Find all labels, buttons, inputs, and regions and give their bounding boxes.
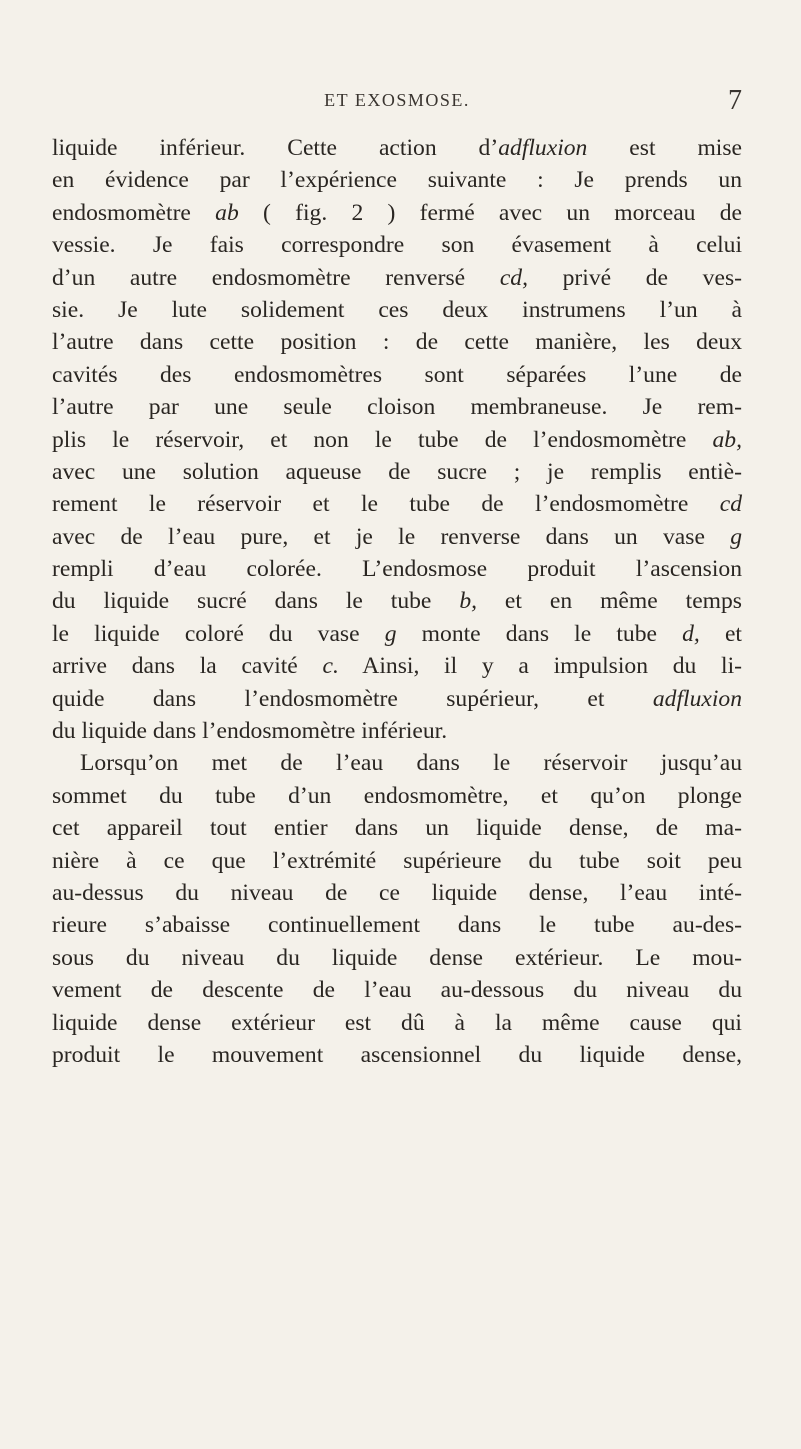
text-span: privé de ves-: [527, 264, 742, 291]
text-line: [52, 909, 742, 941]
text-line: [52, 164, 742, 196]
text-line: [52, 618, 742, 650]
text-span: plis le réservoir, et non le tube de l’endosmomètre: [52, 426, 713, 453]
text-span: rieure s’abaisse continuellement dans le tube au-des-: [52, 912, 742, 939]
text-line: [52, 359, 742, 391]
text-span: le liquide coloré du vase: [52, 620, 385, 647]
text-line: [52, 942, 742, 974]
page-number: 7: [728, 85, 742, 116]
text-line: [52, 585, 742, 617]
text-line: [52, 132, 742, 164]
text-span: en évidence par l’expérience suivante : Je prends un: [52, 167, 742, 194]
italic-term: cd: [719, 491, 742, 518]
text-line: [52, 326, 742, 358]
text-span: du liquide dans l’endosmomètre inférieur.: [52, 718, 448, 745]
text-span: monte dans le tube: [396, 620, 683, 647]
text-span: rempli d’eau colorée. L’endosmose produit l’ascension: [52, 556, 742, 583]
text-span: vement de descente de l’eau au-dessous du niveau du: [52, 977, 742, 1004]
text-span: cavités des endosmomètres sont séparées l’une de: [52, 361, 742, 388]
italic-term: adfluxion: [652, 685, 742, 712]
italic-term: b,: [459, 588, 478, 615]
text-span: et en même temps: [477, 588, 742, 615]
text-span: sous du niveau du liquide dense extérieur. Le mou-: [52, 944, 742, 971]
text-span: Ainsi, il y a impulsion du li-: [338, 653, 743, 680]
text-line: [52, 553, 742, 585]
text-span: liquide inférieur. Cette action d’: [52, 135, 499, 161]
italic-term: g: [384, 620, 397, 647]
text-span: du liquide sucré dans le tube: [52, 588, 460, 615]
text-line: [52, 456, 742, 488]
text-line: [52, 521, 742, 553]
italic-term: ab,: [712, 426, 742, 453]
italic-term: adfluxion: [498, 135, 588, 161]
text-line: [52, 424, 742, 456]
text-line: [52, 262, 742, 294]
text-line: [52, 197, 742, 229]
text-line: [52, 974, 742, 1006]
text-line: [52, 1007, 742, 1039]
text-span: rement le réservoir et le tube de l’endosmomètre: [52, 491, 720, 518]
text-span: vessie. Je fais correspondre son évasement à celui: [52, 232, 742, 259]
text-span: avec de l’eau pure, et je le renverse dans un vase: [52, 523, 731, 550]
text-span: liquide dense extérieur est dû à la même cause qui: [52, 1009, 742, 1036]
running-title: ET EXOSMOSE.: [324, 90, 470, 110]
italic-term: g: [730, 523, 742, 550]
text-line: [52, 845, 742, 877]
text-span: sommet du tube d’un endosmomètre, et qu’on plonge: [52, 782, 742, 809]
text-line: [52, 488, 742, 520]
text-line: [52, 391, 742, 423]
text-line: [52, 229, 742, 261]
text-line: [52, 1039, 742, 1071]
text-line: [52, 747, 742, 779]
text-span: l’autre dans cette position : de cette manière, les deux: [52, 329, 742, 356]
italic-term: d,: [682, 620, 700, 647]
text-line: [52, 812, 742, 844]
text-line: [52, 877, 742, 909]
italic-term: cd,: [499, 264, 528, 291]
text-span: produit le mouvement ascensionnel du liquide dense,: [52, 1041, 742, 1068]
text-span: est mise: [587, 135, 742, 161]
text-line: [52, 715, 742, 747]
text-span: Lorsqu’on met de l’eau dans le réservoir jusqu’au: [80, 750, 742, 777]
text-span: sie. Je lute solidement ces deux instrumens l’un à: [52, 296, 742, 323]
text-line: [52, 683, 742, 715]
text-span: d’un autre endosmomètre renversé: [52, 264, 500, 291]
text-span: avec une solution aqueuse de sucre ; je remplis entiè-: [52, 458, 742, 485]
text-span: et: [699, 620, 742, 647]
italic-term: c.: [322, 653, 339, 680]
text-line: [52, 294, 742, 326]
text-span: cet appareil tout entier dans un liquide dense, de ma-: [52, 815, 742, 842]
text-line: [52, 780, 742, 812]
text-span: endosmomètre: [52, 199, 216, 226]
text-span: nière à ce que l’extrémité supérieure du tube soit peu: [52, 847, 742, 874]
body-text: [52, 132, 742, 1071]
text-span: l’autre par une seule cloison membraneuse. Je rem-: [52, 394, 742, 421]
text-line: [52, 650, 742, 682]
text-span: quide dans l’endosmomètre supérieur, et: [52, 685, 653, 712]
italic-term: ab: [215, 199, 239, 226]
text-span: ( fig. 2 ) fermé avec un morceau de: [238, 199, 742, 226]
running-head: [52, 85, 742, 116]
text-span: arrive dans la cavité: [52, 653, 323, 680]
text-span: au-dessus du niveau de ce liquide dense, l’eau inté-: [52, 879, 742, 906]
